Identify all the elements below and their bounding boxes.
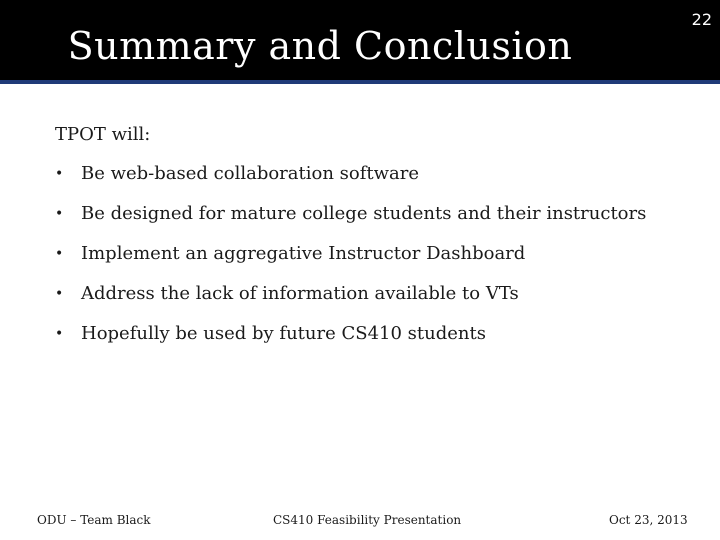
bullet-text: Be designed for mature college students and their instructors [81, 203, 647, 224]
intro-text: TPOT will: [55, 124, 151, 145]
slide-content [55, 122, 715, 361]
bullet-item [55, 281, 715, 307]
bullet-icon: • [55, 286, 64, 302]
bullet-item [55, 161, 715, 187]
bullet-text: Hopefully be used by future CS410 students [81, 323, 486, 344]
slide-number: 22 [691, 10, 712, 29]
slide-title: Summary and Conclusion [67, 24, 573, 68]
title-bar [0, 0, 720, 84]
bullet-icon: • [55, 166, 64, 182]
footer-team: ODU – Team Black [37, 513, 151, 527]
bullet-item [55, 201, 715, 227]
bullet-icon: • [55, 246, 64, 262]
bullet-text: Implement an aggregative Instructor Dashboard [81, 243, 526, 264]
bullet-icon: • [55, 326, 64, 342]
bullet-list [55, 161, 715, 347]
bullet-text: Be web-based collaboration software [81, 163, 420, 184]
bullet-item [55, 321, 715, 347]
footer-presentation-title: CS410 Feasibility Presentation [273, 513, 462, 527]
bullet-icon: • [55, 206, 64, 222]
bullet-item [55, 241, 715, 267]
footer-date: Oct 23, 2013 [609, 513, 688, 527]
bullet-text: Address the lack of information available to VTs [81, 283, 519, 304]
